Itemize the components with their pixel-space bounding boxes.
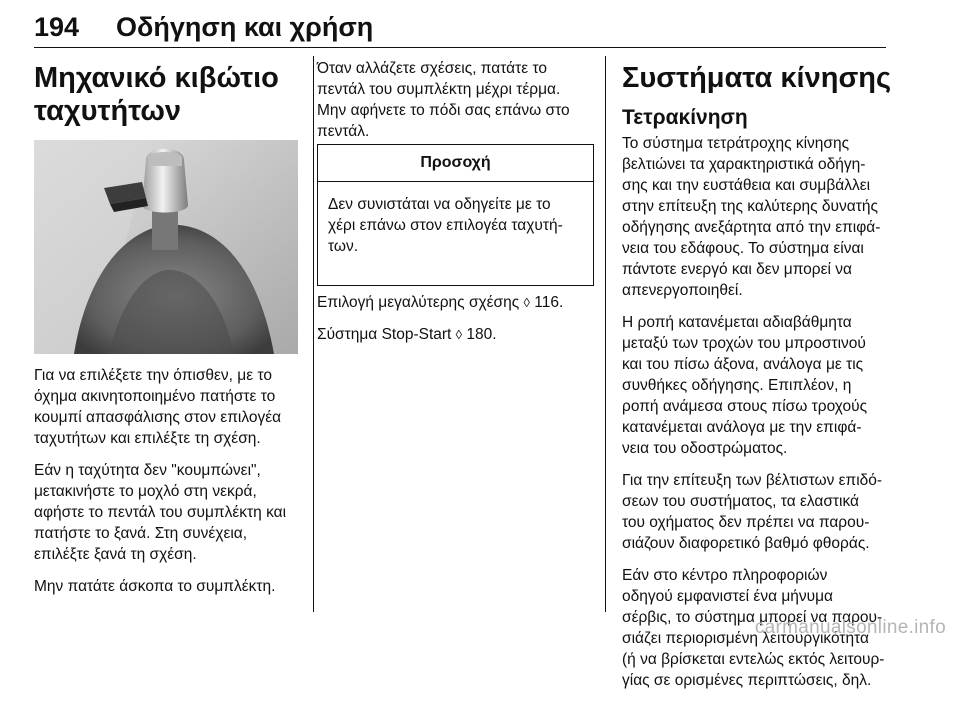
gear-shifter-photo [34, 140, 298, 354]
section-title-drive-systems: Συστήματα κίνησης [622, 62, 892, 94]
subsection-title-awd: Τετρακίνηση [622, 106, 748, 129]
caution-text: Δεν συνιστάται να οδηγείτε με το χέρι επάνω στον επιλογέα ταχυτή- των. [328, 196, 563, 255]
paragraph-service-message: Εάν στο κέντρο πληροφοριών οδηγού εμφανιστεί ένα μήνυμα σέρβις, το σύστημα μπορεί να παρου- σιάζει περιορισμένη λειτουργικότητα (ή να βρίσκεται εντελώς εκτός λειτουρ- γίας σε ορισμένες περιπτώσεις, δηλ. [622, 567, 885, 689]
page-number: 194 [34, 12, 80, 42]
reference-stop-start[interactable]: Σύστημα Stop-Start ◊ 180. [317, 326, 497, 343]
paragraph-torque-distribution: Η ροπή κατανέμεται αδιαβάθμητα μεταξύ των τροχών του μπροστινού και του πίσω άξονα, ανάλογα με τις συνθήκες οδήγησης. Επιπλέον, η ροπή ανάμεσα στους πίσω τροχούς κατανέμεται ανάλογα με την επιφά- νεια του οδοστρώματος. [622, 314, 868, 457]
right-column [622, 62, 892, 702]
paragraph-reverse-gear: Για να επιλέξετε την όπισθεν, με το όχημα ακινητοποιημένο πατήστε το κουμπί απασφάλισης στον επιλογέα ταχυτήτων και επιλέξτε τη σχέση. [34, 367, 282, 447]
column-divider-left [313, 56, 314, 612]
caution-title: Προσοχή [318, 145, 593, 182]
page-reference-icon: ◊ [523, 295, 530, 310]
page-reference-icon: ◊ [455, 327, 463, 342]
running-title: Οδήγηση και χρήση [116, 12, 374, 42]
header-rule [34, 47, 886, 48]
section-title-line2: ταχυτήτων [34, 95, 181, 127]
paragraph-clutch-note: Μην πατάτε άσκοπα το συμπλέκτη. [34, 578, 276, 595]
paragraph-gear-not-engaging: Εάν η ταχύτητα δεν "κουμπώνει", μετακινήστε το μοχλό στη νεκρά, αφήστε το πεντάλ του συμπλέκτη και πατήστε το ξανά. Στη συνέχεια, επιλέξτε ξανά τη σχέση. [34, 462, 287, 563]
page-header [34, 10, 886, 46]
middle-references [317, 292, 602, 356]
column-divider-right [605, 56, 606, 612]
paragraph-clutch-pedal: Όταν αλλάζετε σχέσεις, πατάτε το πεντάλ του συμπλέκτη μέχρι τέρμα. Μην αφήνετε το πόδι σας επάνω στο πεντάλ. [317, 60, 570, 140]
section-title-line1: Μηχανικό κιβώτιο [34, 62, 279, 94]
paragraph-tyre-wear: Για την επίτευξη των βέλτιστων επιδό- σεων του συστήματος, τα ελαστικά του οχήματος δεν πρέπει να παρου- σιάζουν διαφορετικό βαθμό φθοράς. [622, 472, 883, 552]
caution-box [317, 144, 594, 286]
left-column [34, 62, 304, 128]
left-body [34, 365, 304, 608]
reference-upshift[interactable]: Επιλογή μεγαλύτερης σχέσης ◊ 116. [317, 294, 564, 311]
paragraph-awd-intro: Το σύστημα τετράτροχης κίνησης βελτιώνει τα χαρακτηριστικά οδήγη- σης και την ευστάθεια και συμβάλλει στην επίτευξη της καλύτερης δυνατής οδήγησης ανεξάρτητα από την επιφά- νεια του εδάφους. Το σύστημα είναι πάντοτε ενεργό και δεν μπορεί να απενεργοποιηθεί. [622, 135, 881, 299]
middle-column [317, 58, 597, 153]
watermark: carmanualsonline.info [754, 617, 946, 638]
